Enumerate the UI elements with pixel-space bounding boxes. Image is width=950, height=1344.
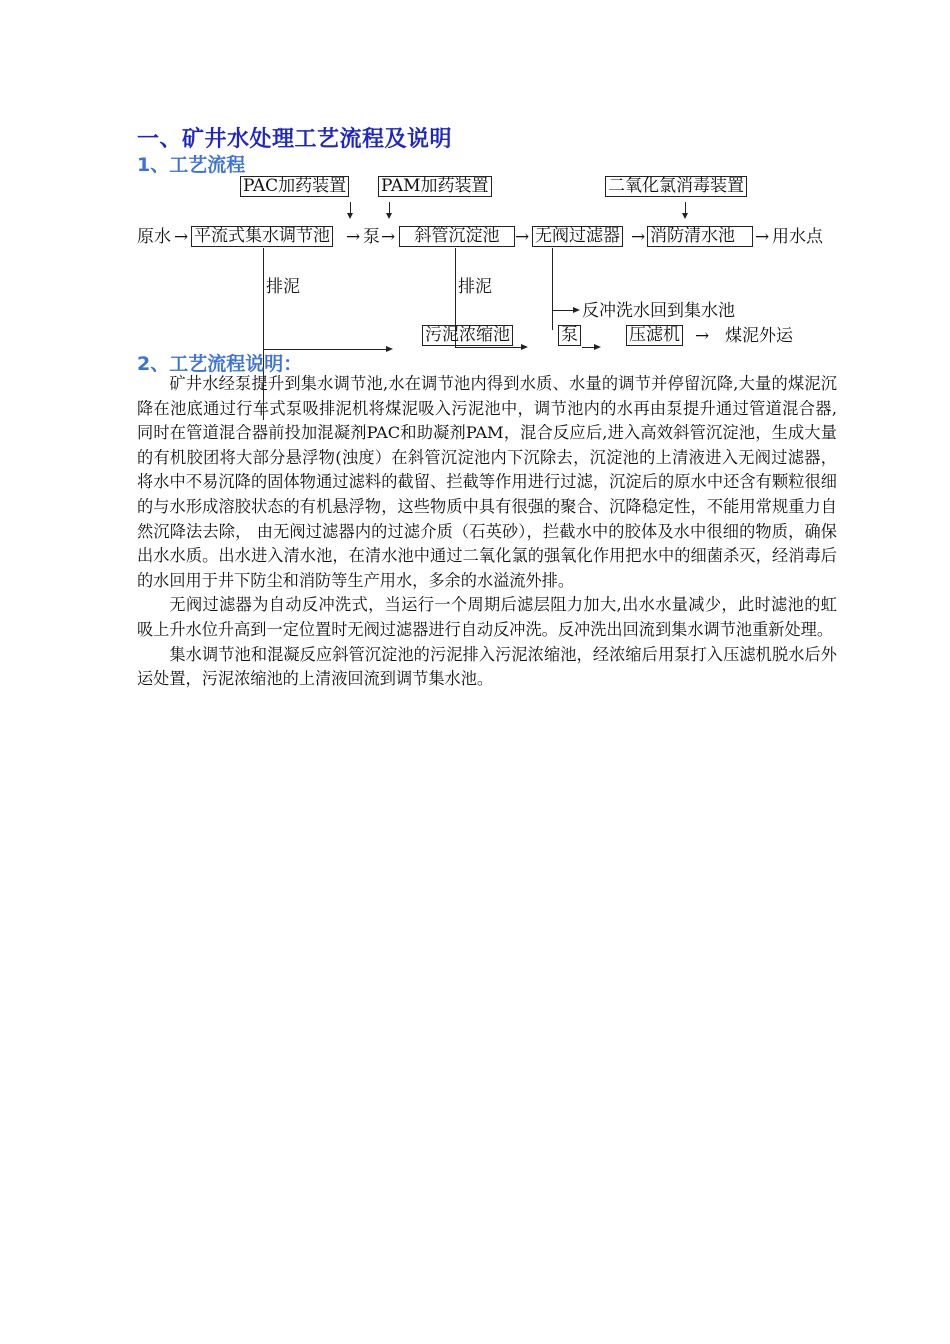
use-point-label: 用水点 — [772, 227, 823, 247]
arrow-right-icon: → — [755, 227, 770, 247]
coal-slime-out-label: 煤泥外运 — [725, 326, 793, 346]
arrow-right-icon — [573, 307, 580, 313]
arrow-right-icon — [521, 344, 528, 350]
paragraph: 集水调节池和混凝反应斜管沉淀池的污泥排入污泥浓缩池，经浓缩后用泵打入压滤机脱水后外运处置，污泥浓缩池的上清液回流到调节集水池。 — [137, 644, 837, 689]
sludge-pump-box: 泵 — [558, 325, 581, 346]
arrow-down-icon — [386, 213, 392, 219]
clear-water-tank-box: 消防清水池 — [647, 226, 753, 247]
section-heading-description: 2、工艺流程说明： — [137, 353, 303, 375]
process-description — [137, 372, 837, 692]
clo2-disinfection-box: 二氧化氯消毒装置 — [605, 176, 747, 197]
arrow-right-icon: → — [381, 227, 396, 247]
paragraph: 矿井水经泵提升到集水调节池,水在调节池内得到水质、水量的调节并停留沉降,大量的煤泥沉降在池底通过行车式泵吸排泥机将煤泥吸入污泥池中，调节池内的水再由泵提升通过管道混合器,同时在管道混合器前投加混凝剂PAC和助凝剂PAM，混合反应后,进入高效斜管沉淀池，生成大量的有机胶团将大部分悬浮物(浊度）在斜管沉淀池内下沉除去，沉淀池的上清液进入无阀过滤器，将水中不易沉降的固体物通过滤料的截留、拦截等作用进行过滤，沉淀后的原水中还含有颗粒很细的与水形成溶胶状态的有机悬浮物，这些物质中具有很强的聚合、沉降稳定性，不能用常规重力自然沉降法去除， 由无阀过滤器内的过滤介质（石英砂），拦截水中的胶体及水中很细的物质，确保出水水质。出水进入清水池，在清水池中通过二氧化氯的强氧化作用把水中的细菌杀灭，经消毒后的水回用于井下防尘和消防等生产用水，多余的水溢流外排。 — [137, 374, 837, 590]
filter-press-box: 压滤机 — [626, 325, 683, 346]
paragraph: 无阀过滤器为自动反冲洗式，当运行一个周期后滤层阻力加大,出水水量减少，此时滤池的虹吸上升水位升高到一定位置时无阀过滤器进行自动反冲洗。反冲洗出回流到集水调节池重新处理。 — [137, 595, 837, 639]
backwash-label: 反冲洗水回到集水池 — [582, 301, 735, 321]
sludge-thickener-box: 污泥浓缩池 — [422, 325, 513, 346]
arrow-right-icon: → — [695, 326, 710, 346]
page-title: 一、矿井水处理工艺流程及说明 — [137, 127, 453, 152]
backwash-line — [552, 248, 553, 330]
pump-label: 泵 — [363, 227, 380, 247]
backwash-line-horizontal — [552, 310, 573, 311]
arrow-right-icon: → — [631, 227, 646, 247]
arrow-right-icon — [594, 344, 601, 350]
arrow-right-icon: → — [174, 227, 189, 247]
pam-dosing-box: PAM加药装置 — [378, 176, 492, 197]
sludge-discharge-label-2: 排泥 — [458, 277, 492, 297]
arrow-right-icon — [386, 346, 393, 352]
pac-dosing-box: PAC加药装置 — [240, 176, 349, 197]
sludge-line-2-horizontal — [455, 347, 521, 348]
arrow-down-icon — [347, 213, 353, 219]
arrow-right-icon: → — [515, 227, 530, 247]
raw-water-label: 原水 — [137, 227, 171, 247]
pump-to-press-line — [582, 347, 594, 348]
sludge-discharge-label-1: 排泥 — [266, 277, 300, 297]
section-heading-flow: 1、工艺流程 — [137, 154, 246, 176]
regulating-tank-box: 平流式集水调节池 — [191, 226, 333, 247]
sedimentation-tank-box: 斜管沉淀池 — [399, 226, 515, 247]
valveless-filter-box: 无阀过滤器 — [532, 226, 623, 247]
arrow-down-icon — [682, 213, 688, 219]
arrow-right-icon: → — [346, 227, 361, 247]
